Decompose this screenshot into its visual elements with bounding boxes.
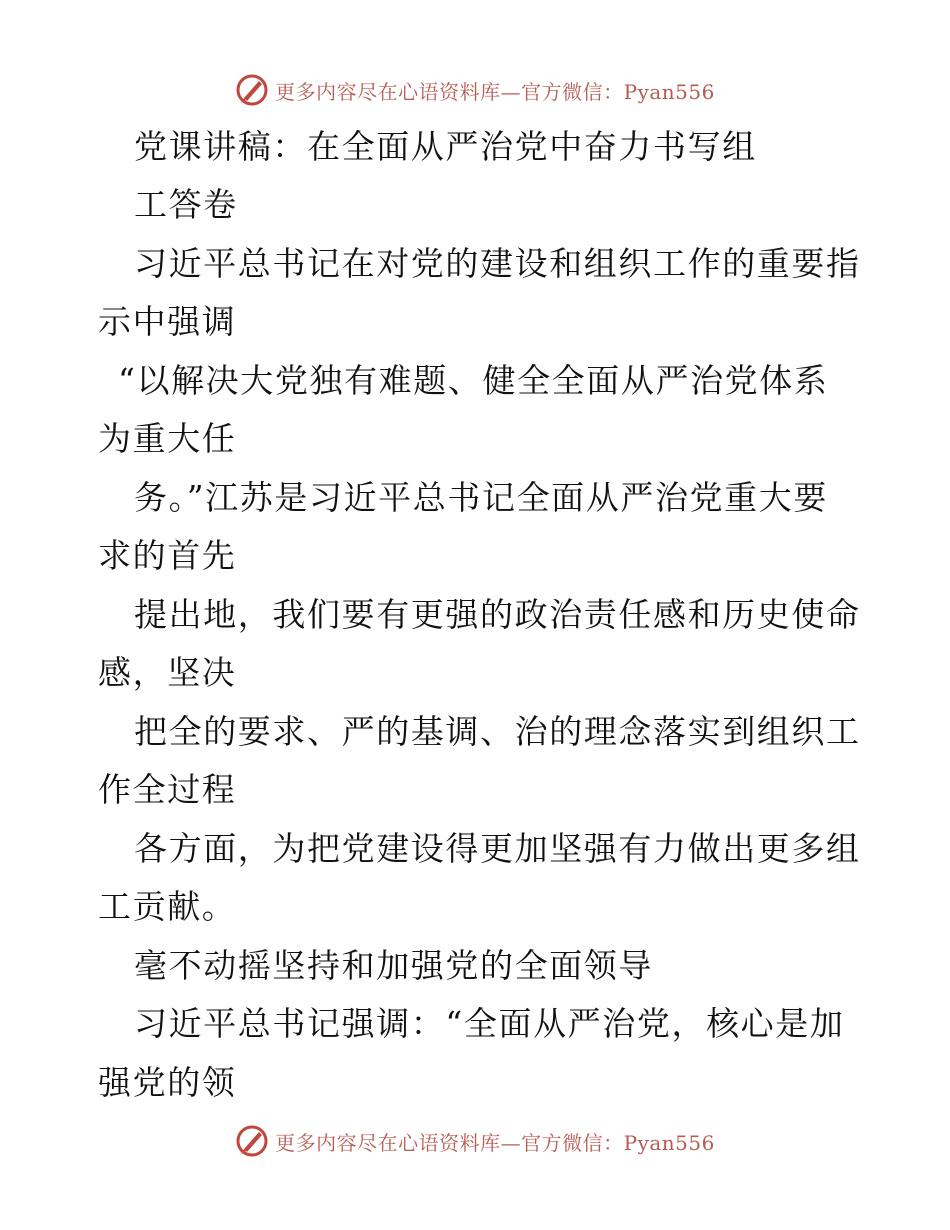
doc-line: 为重大任 <box>98 419 237 458</box>
watermark-text: 更多内容尽在心语资料库—官方微信：Pyan556 <box>275 1130 715 1155</box>
doc-line: 各方面，为把党建设得更加坚强有力做出更多组 <box>134 829 861 868</box>
doc-line: 提出地，我们要有更强的政治责任感和历史使命 <box>134 595 861 634</box>
doc-line: 工贡献。 <box>98 887 237 926</box>
doc-line: 习近平总书记强调：“全面从严治党，核心是加 <box>134 1004 845 1043</box>
doc-line: 求的首先 <box>98 536 237 575</box>
pen-logo-icon <box>235 73 269 107</box>
footer-watermark <box>0 1121 950 1161</box>
doc-line: 把全的要求、严的基调、治的理念落实到组织工 <box>134 712 861 751</box>
section-heading: 毫不动摇坚持和加强党的全面领导 <box>134 946 653 985</box>
doc-line: 工答卷 <box>134 185 238 224</box>
doc-line: 党课讲稿：在全面从严治党中奋力书写组 <box>134 127 757 166</box>
doc-line: “以解决大党独有难题、健全全面从严治党体系 <box>118 361 829 400</box>
pen-logo-icon <box>235 1124 269 1158</box>
doc-line: 习近平总书记在对党的建设和组织工作的重要指 <box>134 244 861 283</box>
doc-line: 强党的领 <box>98 1063 237 1102</box>
watermark-text: 更多内容尽在心语资料库—官方微信：Pyan556 <box>275 79 715 104</box>
doc-line: 作全过程 <box>98 770 237 809</box>
doc-line: 感，坚决 <box>98 653 237 692</box>
doc-line: 示中强调 <box>98 302 237 341</box>
header-watermark <box>0 70 950 110</box>
doc-line: 务。”江苏是习近平总书记全面从严治党重大要 <box>134 478 828 517</box>
